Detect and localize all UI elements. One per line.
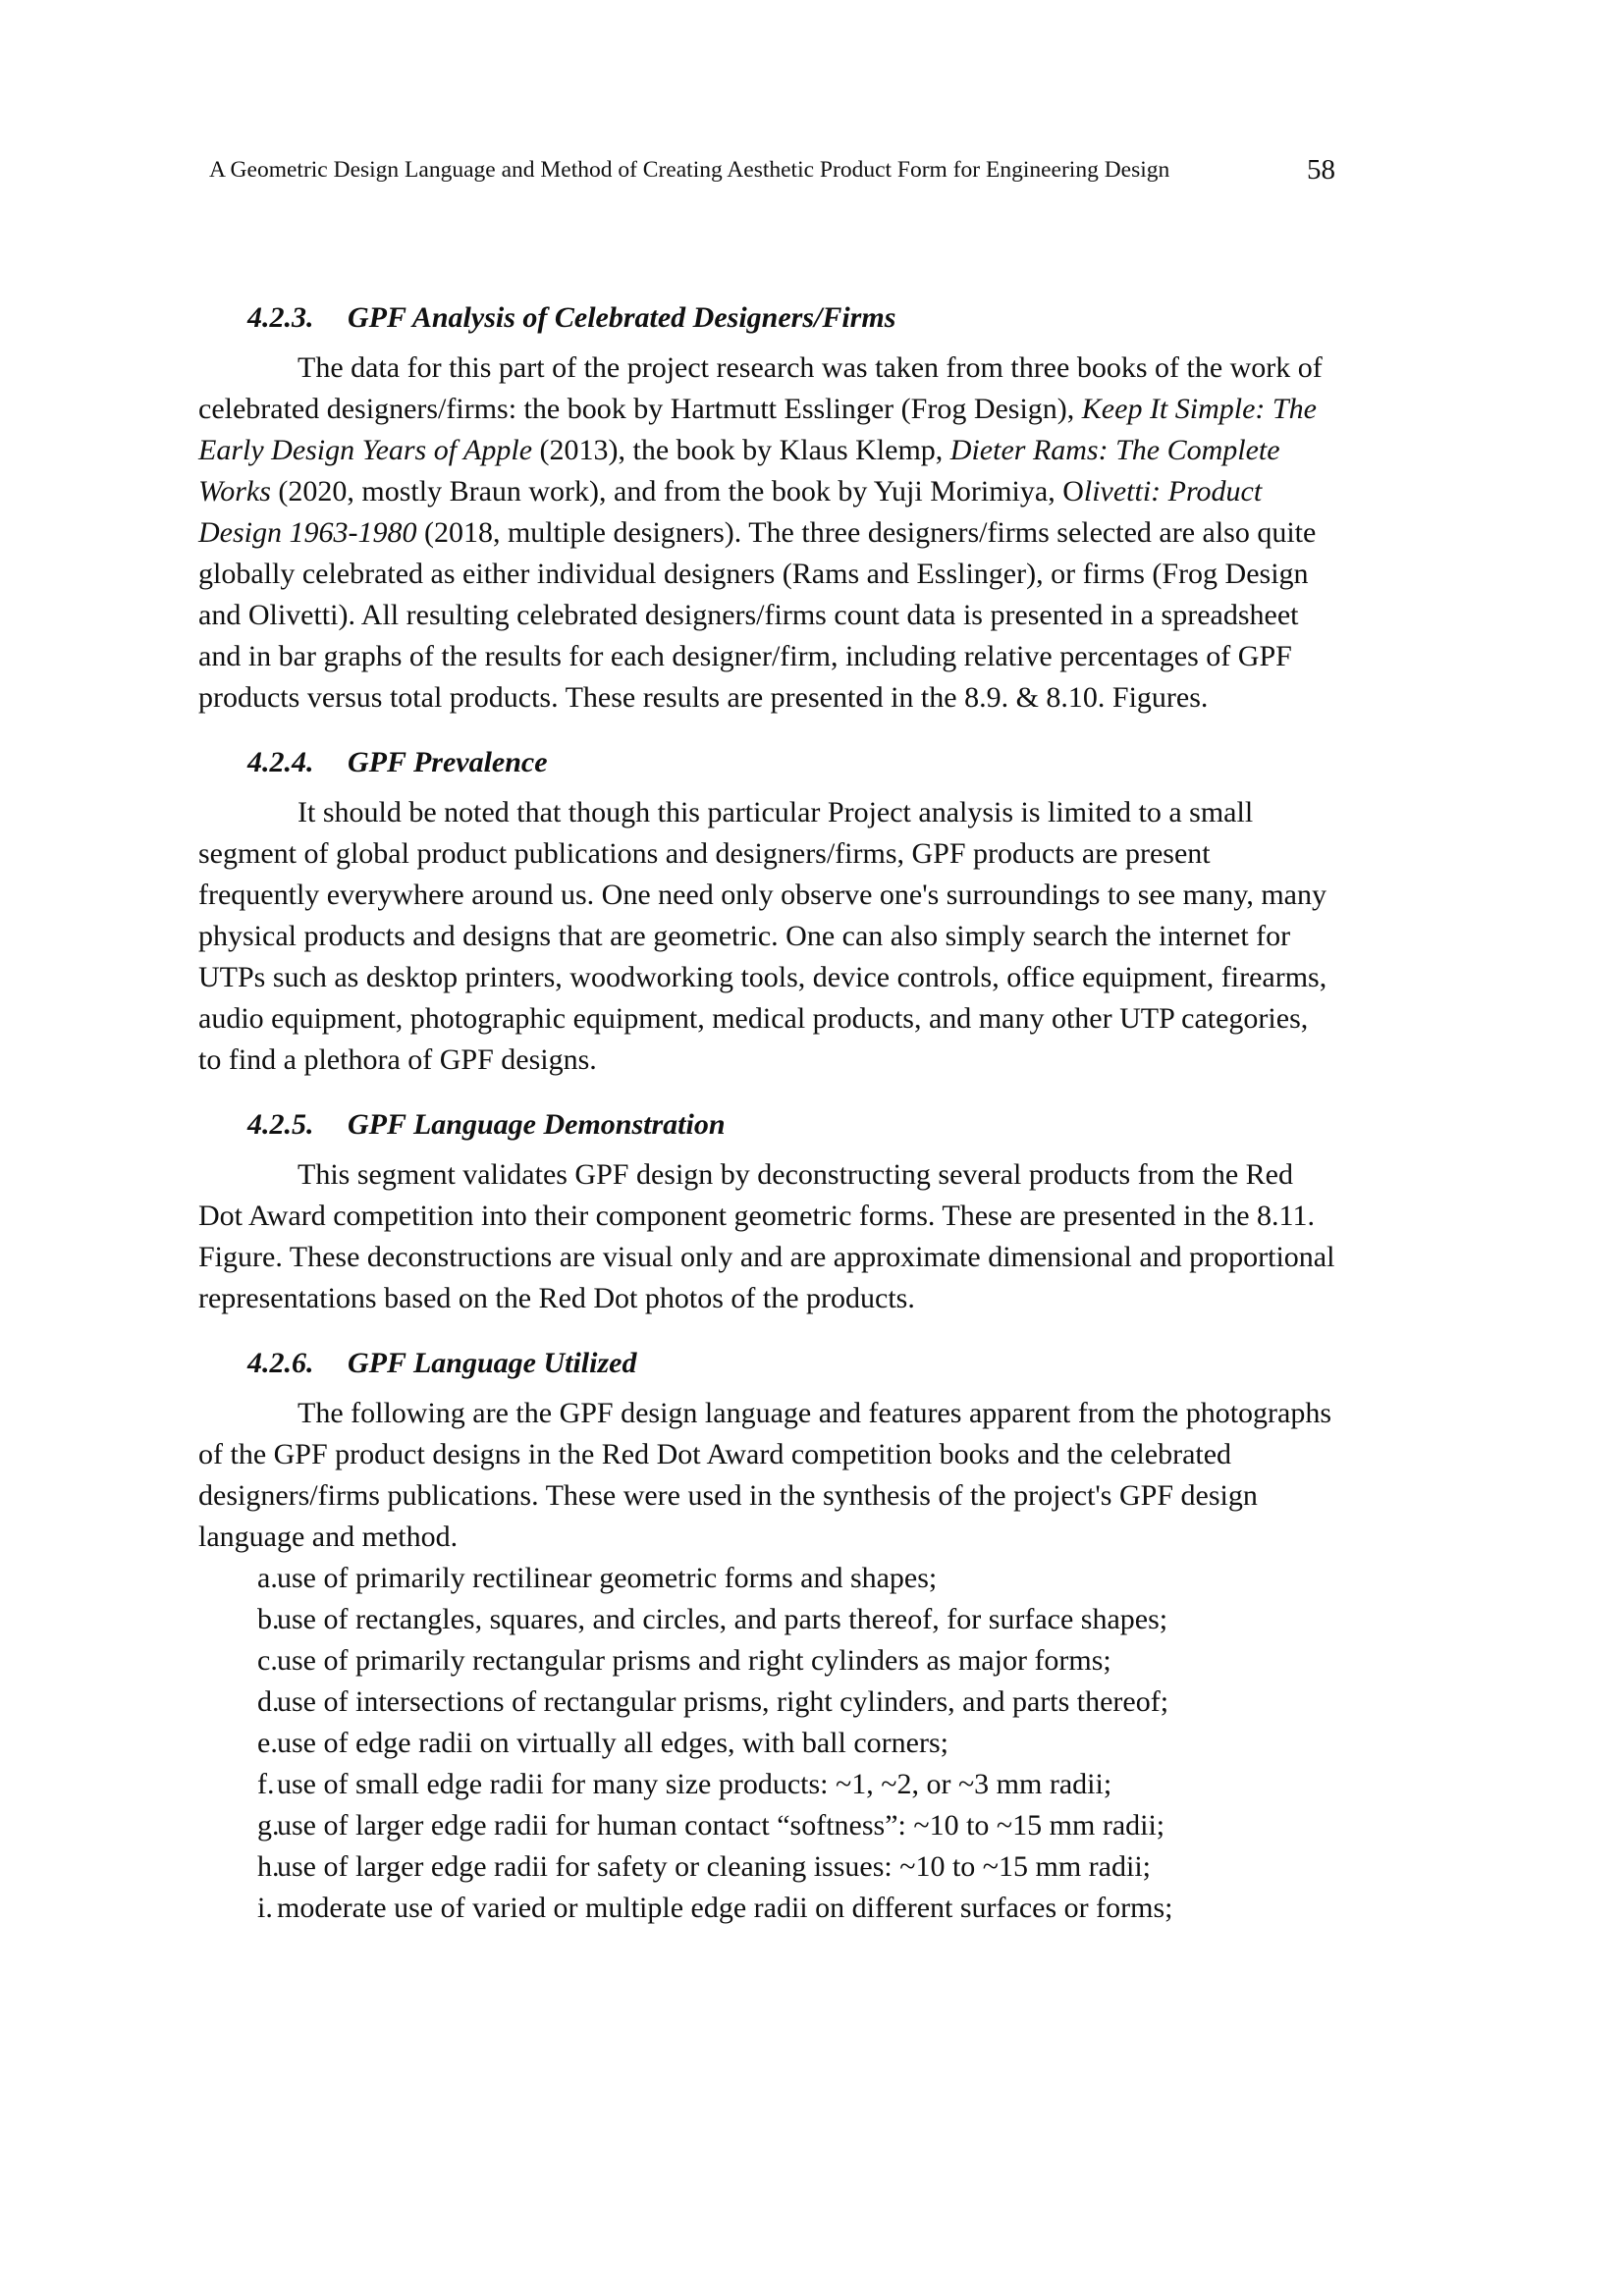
list-item-text: use of primarily rectangular prisms and right cylinders as major forms; [277, 1644, 1111, 1677]
section-paragraph [198, 792, 1337, 1081]
list-item-text: use of edge radii on virtually all edges, with ball corners; [277, 1727, 948, 1759]
list-marker: i. [257, 1892, 273, 1924]
document-body [198, 297, 1337, 1929]
section-number: 4.2.5. [247, 1108, 314, 1141]
section-title: GPF Language Utilized [348, 1347, 637, 1379]
list-item [198, 1682, 1337, 1723]
text-run: This segment validates GPF design by deconstructing several products from the Red Dot Award competition into their component geometric forms. These are presented in the 8.11. Figure. These deconstructions are visual only and are approximate dimensional and proportional representations based on the Red Dot photos of the products. [198, 1158, 1335, 1314]
text-run: It should be noted that though this particular Project analysis is limited to a small segment of global product publications and designers/firms, GPF products are present frequently everywhere around us. One need only observe one's surroundings to see many, many physical products and designs that are geometric. One can also simply search the internet for UTPs such as desktop printers, woodworking tools, device controls, office equipment, firearms, audio equipment, photographic equipment, medical products, and many other UTP categories, to find a plethora of GPF designs. [198, 796, 1327, 1076]
list-item [198, 1640, 1337, 1682]
page-number: 58 [1307, 154, 1335, 186]
list-marker: h. [257, 1850, 280, 1883]
section-number: 4.2.6. [247, 1347, 314, 1379]
list-item-text: use of primarily rectilinear geometric forms and shapes; [277, 1562, 938, 1594]
section-heading-4-2-4 [247, 742, 1337, 783]
list-item [198, 1764, 1337, 1805]
list-marker: a. [257, 1562, 278, 1594]
section-heading-4-2-6 [247, 1343, 1337, 1384]
text-run: (2013), the book by Klaus Klemp, [532, 434, 950, 466]
list-marker: g. [257, 1809, 280, 1842]
section-heading-4-2-5 [247, 1104, 1337, 1146]
book-title: Dieter Rams: The Complete Works [198, 434, 1280, 507]
gpf-features-list [198, 1558, 1337, 1929]
text-run: (2018, multiple designers). The three designers/firms selected are also quite globally celebrated as either individual designers (Rams and Esslinger), or firms (Frog Design and Olivetti). All resulting celebrated designers/firms count data is presented in a spreadsheet and in bar graphs of the results for each designer/firm, including relative percentages of GPF products versus total products. These results are presented in the 8.9. & 8.10. Figures. [198, 516, 1317, 714]
list-item [198, 1558, 1337, 1599]
list-item-text: use of rectangles, squares, and circles, and parts thereof, for surface shapes; [277, 1603, 1168, 1635]
section-heading-4-2-3 [247, 297, 1337, 339]
list-item-text: use of small edge radii for many size products: ~1, ~2, or ~3 mm radii; [277, 1768, 1112, 1800]
list-marker: b. [257, 1603, 280, 1635]
list-item [198, 1723, 1337, 1764]
list-item [198, 1805, 1337, 1846]
text-run: The following are the GPF design language and features apparent from the photographs of the GPF product designs in the Red Dot Award competition books and the celebrated designers/firms publications. These were used in the synthesis of the project's GPF design language and method. [198, 1397, 1332, 1553]
section-number: 4.2.3. [247, 301, 314, 334]
section-paragraph [198, 1154, 1337, 1319]
list-item [198, 1846, 1337, 1888]
section-title: GPF Prevalence [348, 746, 548, 778]
text-run: (2020, mostly Braun work), and from the book by Yuji Morimiya, O [270, 475, 1084, 507]
section-number: 4.2.4. [247, 746, 314, 778]
book-title: livetti: Product Design 1963-1980 [198, 475, 1263, 549]
list-marker: f. [257, 1768, 275, 1800]
list-item [198, 1888, 1337, 1929]
text-run: The data for this part of the project research was taken from three books of the work of celebrated designers/firms: the book by Hartmutt Esslinger (Frog Design), [198, 351, 1323, 425]
section-paragraph [198, 1393, 1337, 1558]
list-item-text: use of intersections of rectangular prisms, right cylinders, and parts thereof; [277, 1685, 1169, 1718]
section-title: GPF Language Demonstration [348, 1108, 726, 1141]
list-item-text: use of larger edge radii for safety or cleaning issues: ~10 to ~15 mm radii; [277, 1850, 1151, 1883]
section-title: GPF Analysis of Celebrated Designers/Firms [348, 301, 896, 334]
list-marker: e. [257, 1727, 278, 1759]
list-marker: c. [257, 1644, 278, 1677]
section-paragraph [198, 347, 1337, 719]
list-marker: d. [257, 1685, 280, 1718]
list-item [198, 1599, 1337, 1640]
list-item-text: moderate use of varied or multiple edge radii on different surfaces or forms; [277, 1892, 1173, 1924]
book-title: Keep It Simple: The Early Design Years of Apple [198, 393, 1317, 466]
running-header-title: A Geometric Design Language and Method of Creating Aesthetic Product Form for Engineering Design [209, 157, 1170, 183]
list-item-text: use of larger edge radii for human contact “softness”: ~10 to ~15 mm radii; [277, 1809, 1165, 1842]
